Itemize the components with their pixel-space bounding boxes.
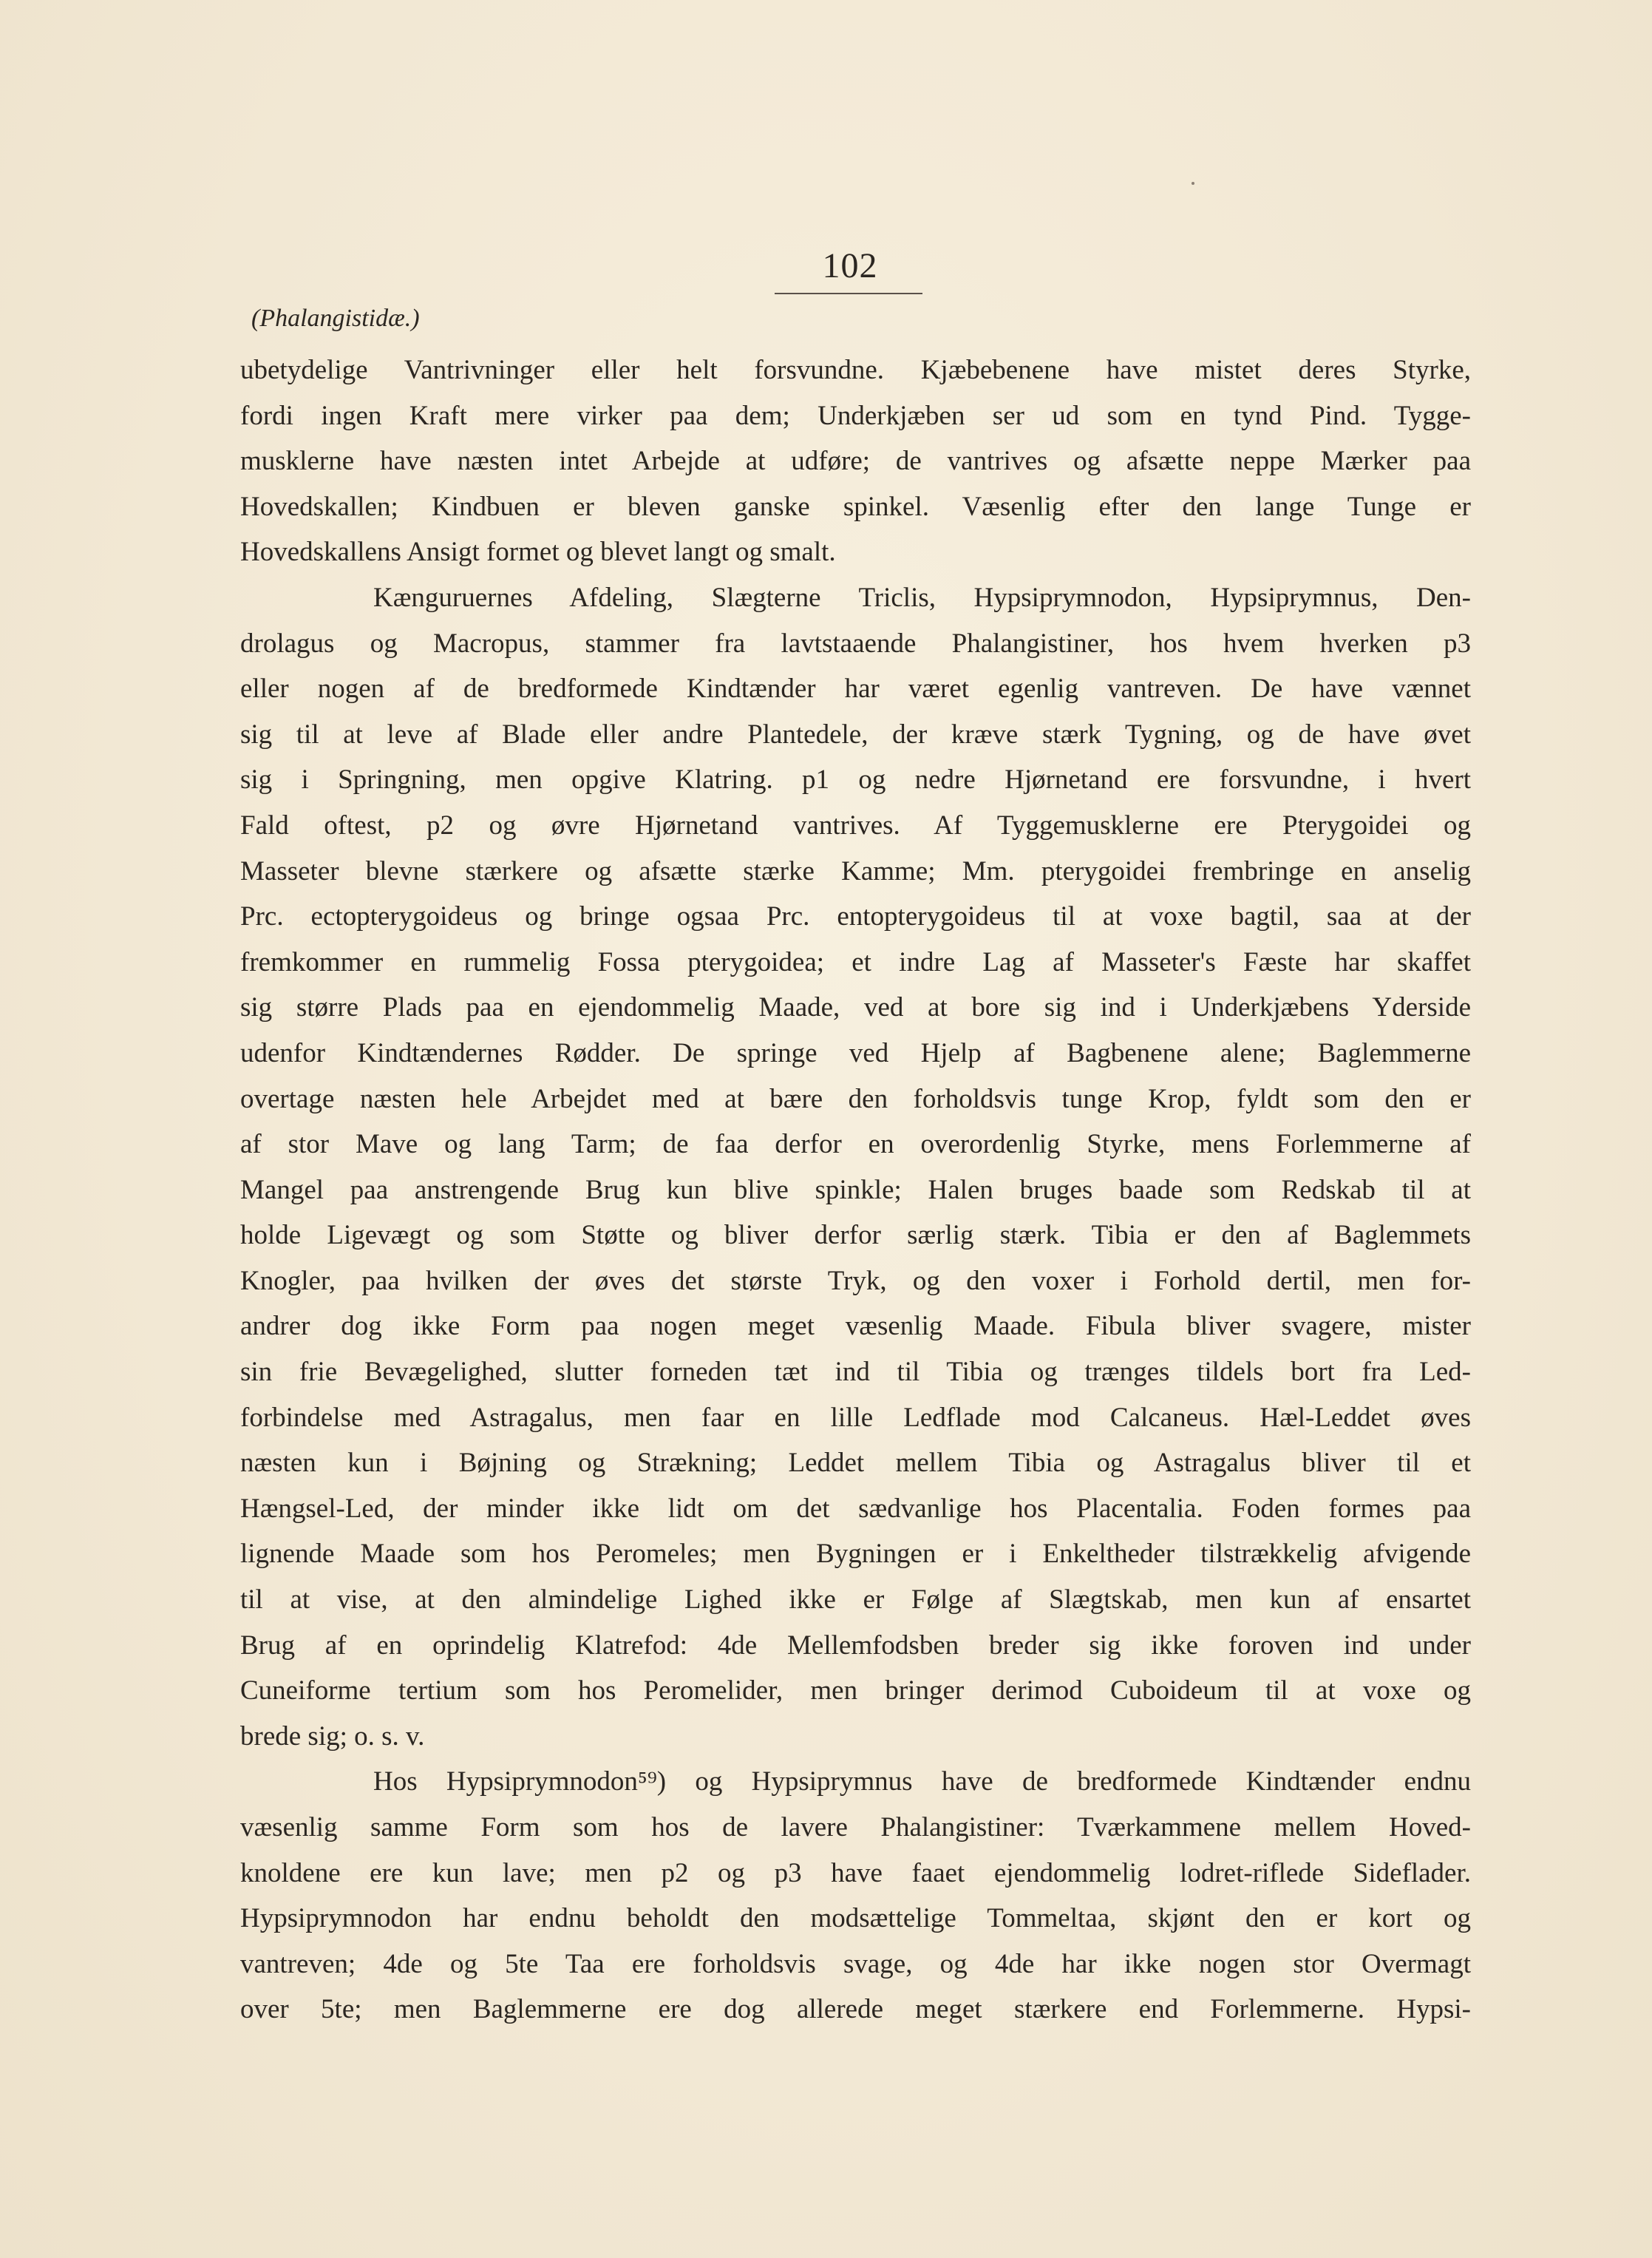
text-line: Hovedskallen; Kindbuen er bleven ganske spinkel. Væsenlig efter den lange Tunge er <box>240 491 1471 522</box>
text-line: udenfor Kindtændernes Rødder. De springe ved Hjelp af Bagbenene alene; Baglemmerne <box>240 1037 1471 1068</box>
text-line: sin frie Bevægelighed, slutter forneden tæt ind til Tibia og trænges tildels bort fra Led- <box>240 1357 1471 1388</box>
text-line: sig større Plads paa en ejendommelig Maade, ved at bore sig ind i Underkjæbens Yderside <box>240 992 1471 1023</box>
text-line: Kænguruernes Afdeling, Slægterne Triclis, Hypsiprymnodon, Hypsiprymnus, Den- <box>373 582 1471 613</box>
text-line: Mangel paa anstrengende Brug kun blive spinkle; Halen bruges baade som Redskab til at <box>240 1174 1471 1205</box>
text-line: Hovedskallens Ansigt formet og blevet langt og smalt. <box>240 537 836 568</box>
text-line: musklerne have næsten intet Arbejde at udføre; de vantrives og afsætte neppe Mærker paa <box>240 446 1471 477</box>
page-number: 102 <box>822 246 878 285</box>
text-line: eller nogen af de bredformede Kindtænder har været egenlig vantreven. De have vænnet <box>240 674 1471 705</box>
text-line: Hypsiprymnodon har endnu beholdt den modsættelige Tommeltaa, skjønt den er kort og <box>240 1903 1471 1934</box>
section-label: (Phalangistidæ.) <box>251 305 420 332</box>
text-line: knoldene ere kun lave; men p2 og p3 have faaet ejendommelig lodret-riflede Sideflader. <box>240 1857 1471 1888</box>
paper-speck <box>1192 182 1194 185</box>
text-line: Fald oftest, p2 og øvre Hjørnetand vantrives. Af Tyggemusklerne ere Pterygoidei og <box>240 810 1471 841</box>
text-line: Knogler, paa hvilken der øves det største Tryk, og den voxer i Forhold dertil, men for- <box>240 1265 1471 1296</box>
text-line: fordi ingen Kraft mere virker paa dem; Underkjæben ser ud som en tynd Pind. Tygge- <box>240 400 1471 431</box>
text-line: vantreven; 4de og 5te Taa ere forholdsvis svage, og 4de har ikke nogen stor Overmagt <box>240 1948 1471 1979</box>
text-line: holde Ligevægt og som Støtte og bliver derfor særlig stærk. Tibia er den af Baglemmets <box>240 1220 1471 1251</box>
text-line: andrer dog ikke Form paa nogen meget væsenlig Maade. Fibula bliver svagere, mister <box>240 1311 1471 1342</box>
page-number-rule <box>775 293 922 294</box>
text-line: forbindelse med Astragalus, men faar en lille Ledflade mod Calcaneus. Hæl-Leddet øves <box>240 1402 1471 1433</box>
text-line: fremkommer en rummelig Fossa pterygoidea; et indre Lag af Masseter's Fæste har skaffet <box>240 946 1471 977</box>
text-line: Hos Hypsiprymnodon⁵⁹) og Hypsiprymnus have de bredformede Kindtænder endnu <box>373 1766 1471 1797</box>
text-line: brede sig; o. s. v. <box>240 1720 425 1752</box>
text-line: drolagus og Macropus, stammer fra lavtstaaende Phalangistiner, hos hvem hverken p3 <box>240 628 1471 659</box>
text-line: sig i Springning, men opgive Klatring. p1 og nedre Hjørnetand ere forsvundne, i hvert <box>240 764 1471 796</box>
text-line: over 5te; men Baglemmerne ere dog allerede meget stærkere end Forlemmerne. Hypsi- <box>240 1994 1471 2025</box>
text-line: lignende Maade som hos Peromeles; men Bygningen er i Enkeltheder tilstrækkelig afvigende <box>240 1539 1471 1570</box>
text-line: sig til at leve af Blade eller andre Plantedele, der kræve stærk Tygning, og de have øvet <box>240 719 1471 750</box>
text-line: væsenlig samme Form som hos de lavere Phalangistiner: Tværkammene mellem Hoved- <box>240 1812 1471 1842</box>
text-line: Masseter blevne stærkere og afsætte stærke Kamme; Mm. pterygoidei frembringe en anselig <box>240 855 1471 886</box>
text-line: Prc. ectopterygoideus og bringe ogsaa Prc. entopterygoideus til at voxe bagtil, saa at der <box>240 901 1471 932</box>
text-line: næsten kun i Bøjning og Strækning; Leddet mellem Tibia og Astragalus bliver til et <box>240 1448 1471 1479</box>
text-line: overtage næsten hele Arbejdet med at bære den forholdsvis tunge Krop, fyldt som den er <box>240 1083 1471 1114</box>
text-line: til at vise, at den almindelige Lighed ikke er Følge af Slægtskab, men kun af ensartet <box>240 1584 1471 1615</box>
body-text <box>240 347 1471 2032</box>
text-line: Hængsel-Led, der minder ikke lidt om det sædvanlige hos Placentalia. Foden formes paa <box>240 1493 1471 1524</box>
text-line: Cuneiforme tertium som hos Peromelider, men bringer derimod Cuboideum til at voxe og <box>240 1675 1471 1706</box>
text-line: ubetydelige Vantrivninger eller helt forsvundne. Kjæbebenene have mistet deres Styrke, <box>240 355 1471 385</box>
text-line: af stor Mave og lang Tarm; de faa derfor en overordenlig Styrke, mens Forlemmerne af <box>240 1129 1471 1160</box>
text-line: Brug af en oprindelig Klatrefod: 4de Mellemfodsben breder sig ikke foroven ind under <box>240 1630 1471 1661</box>
